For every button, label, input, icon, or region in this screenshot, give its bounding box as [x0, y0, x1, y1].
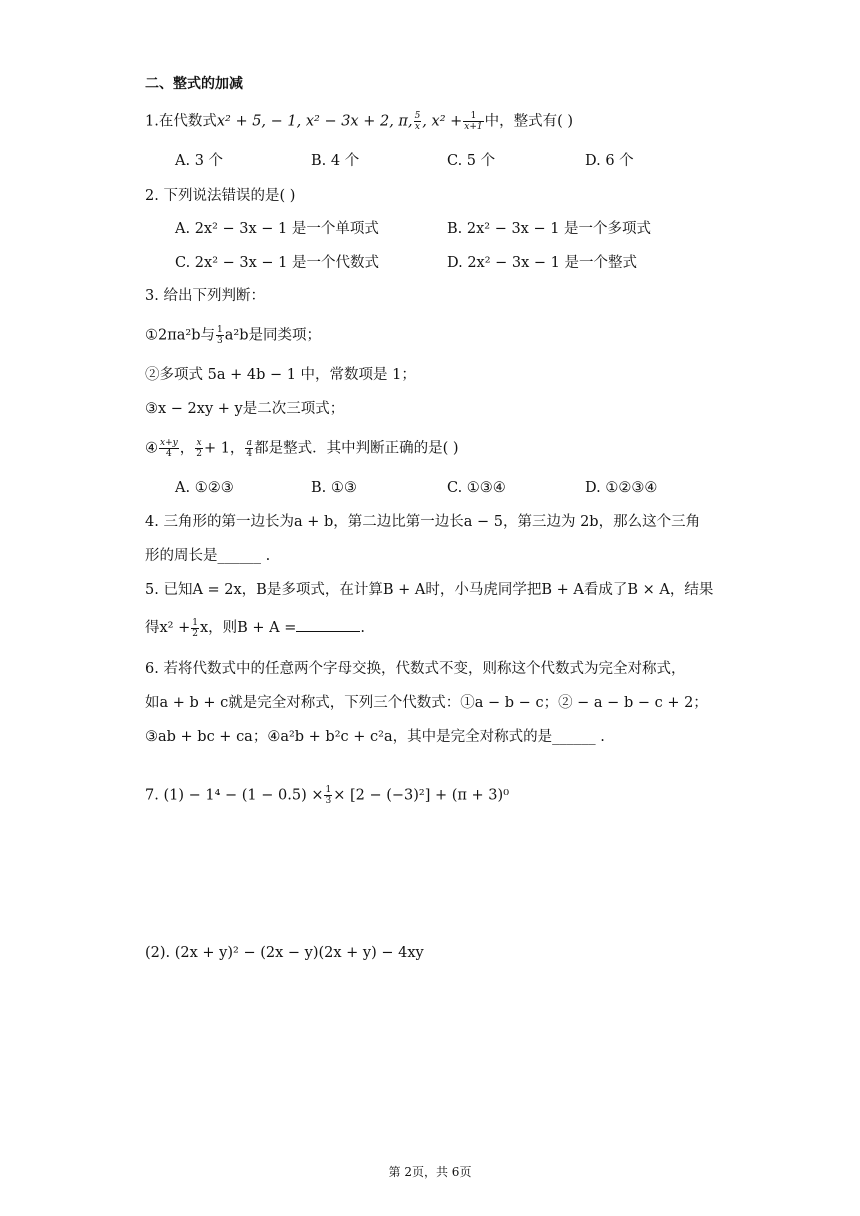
q3-option-c: C. ①③④: [447, 480, 506, 496]
q3-judgement-2: ②多项式 5a + 4b − 1 中，常数项是 1；: [145, 367, 416, 383]
q1-option-d: D. 6 个: [585, 153, 634, 169]
q3-j4-b: 都是整式．其中判断正确的是( ): [254, 440, 459, 457]
question-5-line-2: [145, 617, 365, 639]
q3-j4-sep: ，: [179, 440, 195, 457]
q3-j4-fraction-2: [195, 438, 203, 459]
q1-option-a: A. 3 个: [175, 153, 224, 169]
question-6-line-3: ③ab + bc + ca；④a²b + b²c + c²a，其中是完全对称式的是______ .: [145, 729, 605, 745]
q3-j4-f3-den: 4: [246, 449, 253, 459]
q3-j1-a: ①2πa²b与: [145, 327, 215, 344]
q1-expr1: x² + 5, − 1, x² − 3x + 2, π,: [216, 113, 413, 130]
question-2: 2. 下列说法错误的是( ): [145, 188, 296, 204]
q1-frac2-num: 1: [463, 111, 483, 122]
q3-j4-f2-num: x: [196, 438, 202, 448]
q2-option-a: A. 2x² − 3x − 1 是一个单项式: [175, 221, 379, 237]
question-3: 3. 给出下列判断：: [145, 288, 265, 304]
q2-option-b: B. 2x² − 3x − 1 是一个多项式: [447, 221, 652, 237]
q3-option-b: B. ①③: [311, 480, 357, 496]
q5-frac-num: 1: [192, 617, 198, 628]
q3-j4-a: ④: [145, 440, 158, 457]
q3-j4-fraction-3: [245, 438, 253, 459]
q3-j1-frac-den: 3: [217, 336, 223, 346]
question-4-line-2: 形的周长是______ .: [145, 548, 271, 564]
section-title: 二、整式的加减: [145, 76, 243, 92]
q1-expr2: , x² +: [422, 113, 463, 130]
q1-option-c: C. 5 个: [447, 153, 496, 169]
q1-fraction-2: [463, 111, 483, 132]
q3-judgement-1: [145, 325, 321, 346]
q5-answer-blank[interactable]: [296, 617, 360, 632]
q3-j4-f1-num: x+y: [160, 438, 178, 448]
q3-j1-b: a²b是同类项；: [224, 327, 321, 344]
q3-judgement-4: [145, 438, 459, 459]
q3-j1-frac-num: 1: [217, 325, 223, 335]
q7-p1-frac-num: 1: [325, 785, 332, 795]
q7-p1-a: 7. (1) − 1⁴ − (1 − 0.5) ×: [145, 787, 324, 804]
q5-fraction: [191, 618, 199, 639]
question-7-part-2: (2). (2x + y)² − (2x − y)(2x + y) − 4xy: [145, 945, 424, 961]
q3-j4-fraction-1: [159, 438, 179, 459]
q5-line2-a: 得x² +: [145, 620, 191, 636]
q7-p1-b: × [2 − (−3)²] + (π + 3)⁰: [333, 787, 510, 804]
q1-suffix: 中，整式有( ): [484, 113, 574, 130]
page-footer: 第 2页，共 6页: [388, 1165, 472, 1179]
q1-frac1-num: 5: [414, 111, 421, 121]
q1-frac2-den: x+1: [464, 122, 483, 132]
q7-p1-frac-den: 3: [325, 796, 332, 806]
q3-j1-fraction: [216, 325, 224, 346]
question-6-line-2: 如a + b + c就是完全对称式，下列三个代数式：①a − b − c；② − a − b − c + 2；: [145, 695, 708, 711]
q2-option-c: C. 2x² − 3x − 1 是一个代数式: [175, 255, 379, 271]
q5-line2-c: .: [360, 620, 366, 636]
q3-j4-mid: + 1，: [203, 440, 245, 457]
q3-judgement-3: ③x − 2xy + y是二次三项式；: [145, 401, 345, 417]
question-5-line-1: 5. 已知A = 2x，B是多项式，在计算B + A时，小马虎同学把B + A看成了B × A，结果: [145, 582, 714, 598]
q2-option-d: D. 2x² − 3x − 1 是一个整式: [447, 255, 638, 271]
q5-line2-b: x，则B + A =: [199, 620, 297, 636]
q3-j4-f2-den: 2: [196, 449, 202, 459]
q7-p1-fraction: [324, 785, 332, 806]
q3-option-d: D. ①②③④: [585, 480, 658, 496]
question-1: [145, 111, 573, 132]
question-7-part-1: [145, 785, 509, 806]
q1-fraction-1: [414, 111, 422, 132]
q1-frac1-den: x: [414, 122, 420, 132]
q3-j4-f3-num: a: [246, 438, 252, 448]
question-6-line-1: 6. 若将代数式中的任意两个字母交换，代数式不变，则称这个代数式为完全对称式，: [145, 661, 686, 677]
q1-option-b: B. 4 个: [311, 153, 360, 169]
q3-option-a: A. ①②③: [175, 480, 234, 496]
question-4-line-1: 4. 三角形的第一边长为a + b，第二边比第一边长a − 5，第三边为 2b，那么这个三角: [145, 514, 701, 530]
q5-frac-den: 2: [192, 628, 198, 639]
q3-j4-f1-den: 4: [165, 449, 172, 459]
q1-prefix: 1.在代数式: [145, 113, 217, 130]
